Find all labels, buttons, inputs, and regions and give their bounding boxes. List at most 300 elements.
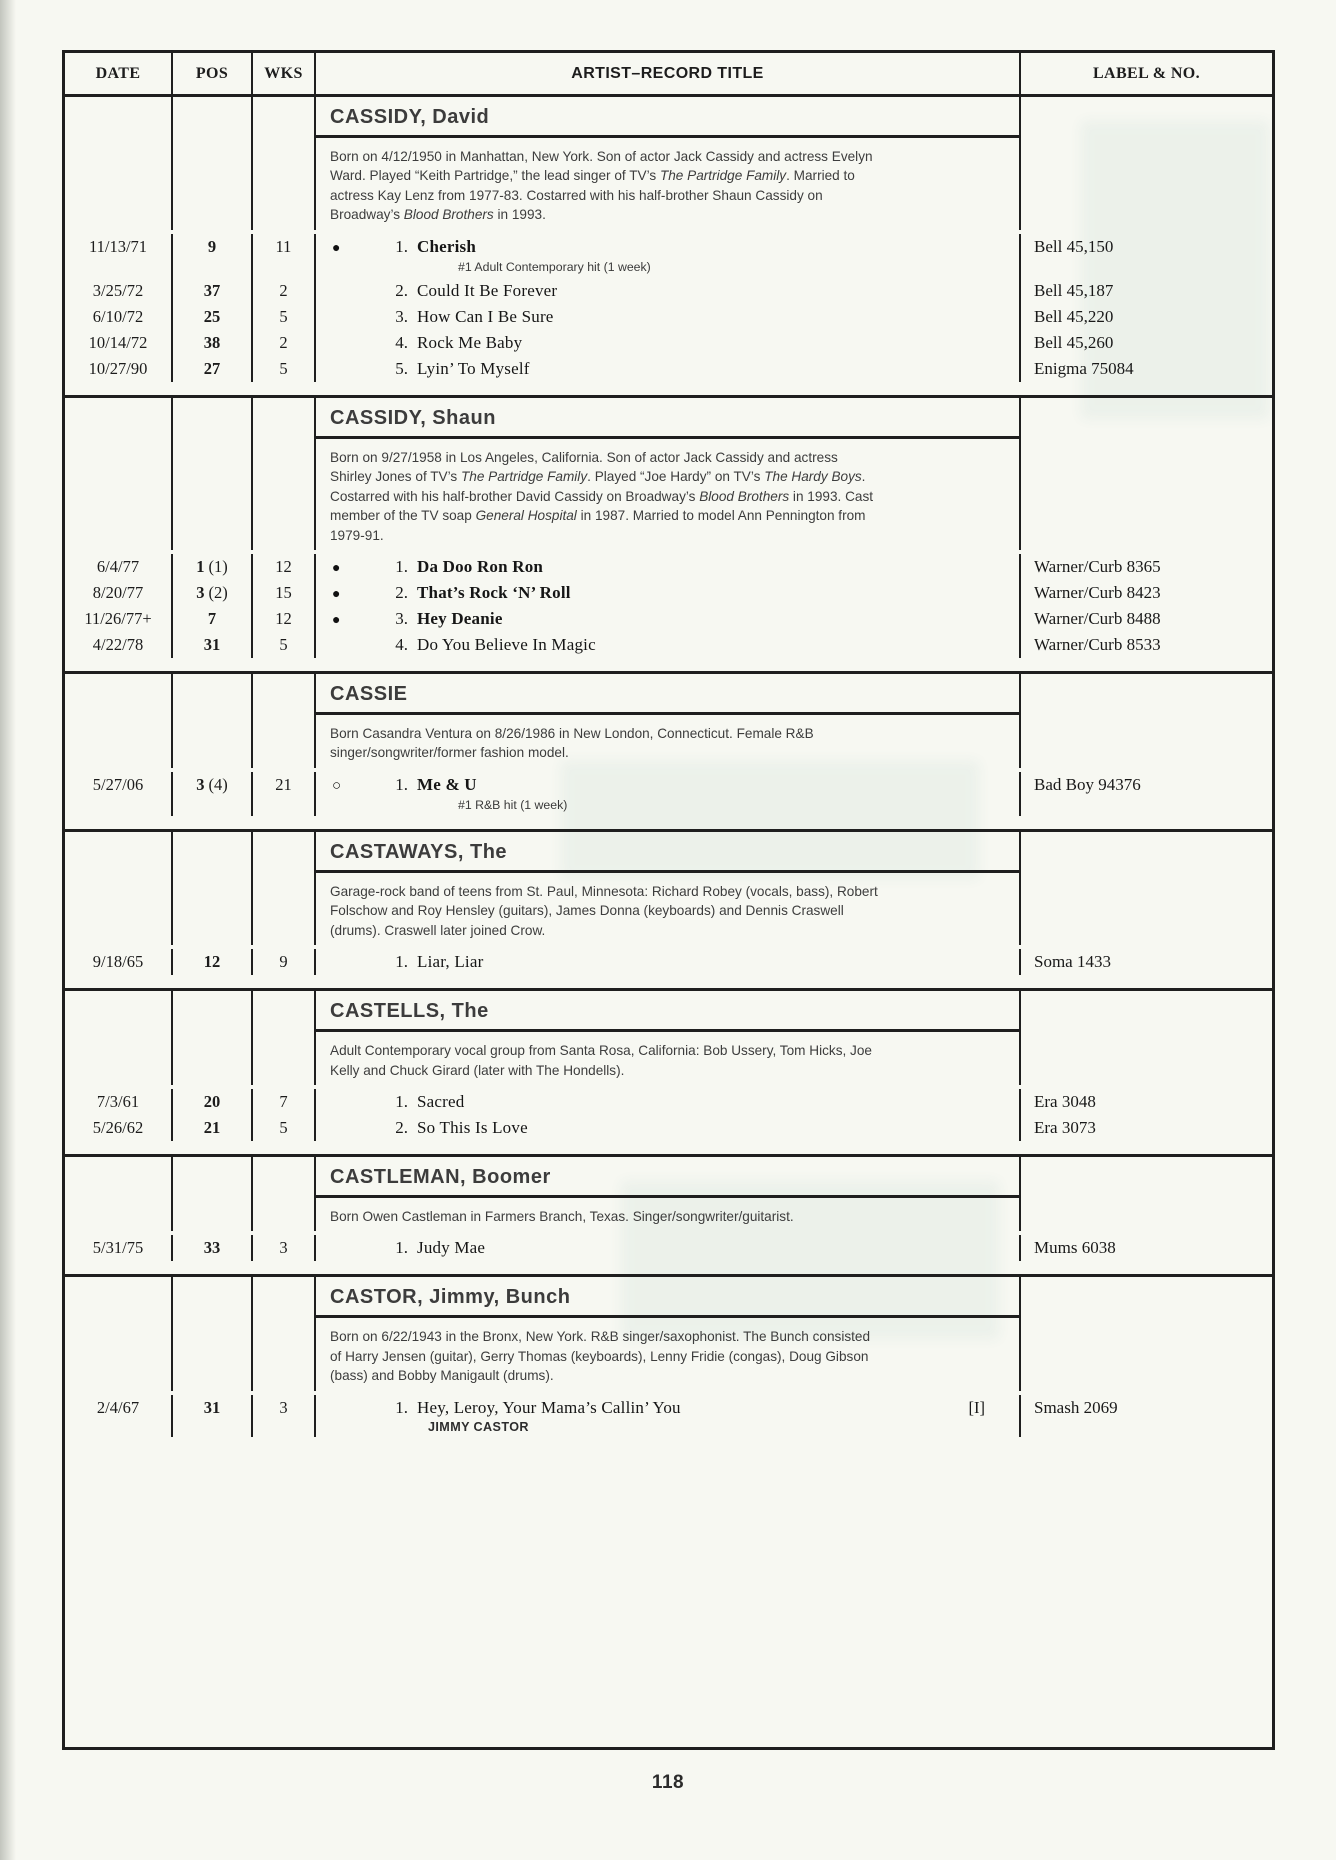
record-label: Enigma 75084 (1034, 358, 1134, 378)
song-credit: JIMMY CASTOR (428, 1419, 529, 1434)
pos-cell (173, 1089, 253, 1115)
song-row (65, 554, 1272, 580)
title-cell (316, 606, 1021, 632)
pos-cell (173, 1395, 253, 1437)
peak-position: 38 (203, 332, 221, 352)
pos-cell (173, 580, 253, 606)
date-cell (65, 138, 173, 230)
record-label: Warner/Curb 8488 (1034, 608, 1161, 628)
date-cell (65, 356, 173, 382)
weeks-charted: 9 (279, 952, 288, 972)
date-cell (65, 674, 173, 715)
date-cell (65, 330, 173, 356)
chart-date: 10/27/90 (88, 358, 148, 378)
wks-cell (253, 278, 316, 304)
song-row (65, 632, 1272, 658)
title-cell (316, 772, 1021, 816)
title-cell (316, 138, 1021, 230)
wks-cell (253, 991, 316, 1032)
date-cell (65, 1395, 173, 1437)
song-line (316, 609, 1019, 629)
date-cell (65, 1115, 173, 1141)
label-cell (1021, 439, 1272, 550)
title-cell (316, 1318, 1021, 1390)
song-line (316, 359, 1019, 379)
date-cell (65, 632, 173, 658)
song-title: Judy Mae (417, 1238, 486, 1258)
record-label: Smash 2069 (1034, 1397, 1118, 1417)
label-cell (1021, 1157, 1272, 1198)
chart-date: 4/22/78 (92, 634, 144, 654)
wks-cell (253, 1277, 316, 1318)
pos-cell (173, 1032, 253, 1085)
pos-cell (173, 234, 253, 278)
song-note: #1 R&B hit (1 week) (458, 797, 568, 812)
title-cell (316, 439, 1021, 550)
song-title: Rock Me Baby (417, 332, 523, 352)
title-cell (316, 304, 1021, 330)
pos-cell (173, 873, 253, 945)
weeks-charted: 5 (279, 358, 288, 378)
songs-list (65, 768, 1272, 829)
sections (65, 97, 1272, 1747)
song-line (316, 237, 1019, 257)
chart-date: 9/18/65 (92, 952, 144, 972)
date-cell (65, 991, 173, 1032)
bio-row (65, 439, 1272, 550)
artist-section (65, 1277, 1272, 1747)
label-cell (1021, 304, 1272, 330)
gold-record-icon: ● (332, 584, 341, 601)
column-header-date: DATE (65, 53, 173, 94)
record-label: Era 3073 (1034, 1118, 1096, 1137)
pos-cell (173, 330, 253, 356)
pos-cell (173, 1277, 253, 1318)
artist-section (65, 97, 1272, 398)
artist-name: CASTELLS, The (330, 1000, 489, 1023)
title-cell (316, 832, 1021, 873)
song-number: 3. (395, 608, 408, 628)
record-label: Era 3048 (1034, 1092, 1096, 1111)
label-cell (1021, 138, 1272, 230)
title-cell (316, 356, 1021, 382)
pos-cell (173, 1198, 253, 1231)
artist-row (65, 1277, 1272, 1318)
title-cell (316, 873, 1021, 945)
wks-cell (253, 949, 316, 975)
wks-cell (253, 772, 316, 816)
song-row (65, 234, 1272, 278)
title-cell (316, 580, 1021, 606)
column-header-label: LABEL & NO. (1092, 64, 1201, 82)
pos-cell (173, 674, 253, 715)
song-line (316, 583, 1019, 603)
wks-cell (253, 138, 316, 230)
chart-date: 5/26/62 (92, 1118, 144, 1137)
date-cell (65, 1277, 173, 1318)
song-line (316, 1092, 1019, 1112)
date-cell (65, 1318, 173, 1390)
artist-bio: Born on 6/22/1943 in the Bronx, New York. R&B singer/saxophonist. The Bunch consisted of Harry Jensen (guitar), Gerry Thomas (keyboards), Lenny Fridie (congas), Doug Gibson (bass) and Bobby Manigault (drums). (330, 1329, 871, 1384)
pos-cell (173, 832, 253, 873)
title-cell (316, 278, 1021, 304)
artist-section (65, 991, 1272, 1157)
peak-position: 3 (196, 582, 205, 602)
song-note: #1 Adult Contemporary hit (1 week) (458, 259, 651, 274)
artist-bio: Born Casandra Ventura on 8/26/1986 in New London, Connecticut. Female R&B singer/songwriter/former fashion model. (330, 725, 814, 761)
bio-row (65, 715, 1272, 768)
chart-date: 11/13/71 (88, 236, 148, 256)
song-row (65, 1089, 1272, 1115)
date-cell (65, 832, 173, 873)
pos-cell (173, 949, 253, 975)
wks-cell (253, 1198, 316, 1231)
song-title: How Can I Be Sure (417, 306, 554, 326)
songs-list (65, 945, 1272, 988)
song-title: Sacred (417, 1092, 465, 1111)
song-number: 2. (395, 1118, 408, 1137)
label-cell (1021, 674, 1272, 715)
title-cell (316, 1115, 1021, 1141)
artist-name: CASTAWAYS, The (330, 840, 508, 863)
label-cell (1021, 715, 1272, 768)
scan-edge-shadow (0, 0, 16, 1860)
column-header-wks: WKS (253, 53, 316, 94)
artist-row (65, 991, 1272, 1032)
date-cell (65, 234, 173, 278)
pos-cell (173, 138, 253, 230)
artist-section (65, 1157, 1272, 1277)
instrumental-marker: [I] (968, 1397, 985, 1417)
title-cell (316, 674, 1021, 715)
weeks-charted: 12 (275, 556, 292, 576)
songs-list (65, 550, 1272, 671)
date-cell (65, 398, 173, 439)
weeks-charted: 15 (275, 582, 292, 602)
song-line (316, 307, 1019, 327)
pos-cell (173, 439, 253, 550)
song-row (65, 278, 1272, 304)
record-label: Bell 45,260 (1034, 332, 1114, 352)
wks-cell (253, 356, 316, 382)
label-cell (1021, 1198, 1272, 1231)
song-row (65, 330, 1272, 356)
wks-cell (253, 398, 316, 439)
chart-date: 5/27/06 (92, 774, 144, 794)
artist-section (65, 674, 1272, 832)
gold-record-icon: ● (332, 238, 341, 255)
date-cell (65, 1235, 173, 1261)
weeks-charted: 12 (275, 608, 292, 628)
song-title: So This Is Love (417, 1118, 528, 1137)
wks-cell (253, 1318, 316, 1390)
date-cell (65, 1157, 173, 1198)
pos-cell (173, 606, 253, 632)
date-cell (65, 949, 173, 975)
pos-cell (173, 991, 253, 1032)
song-line (316, 952, 1019, 972)
songs-list (65, 1391, 1272, 1450)
label-cell (1021, 580, 1272, 606)
title-cell (316, 1395, 1021, 1437)
song-title: Cherish (417, 236, 477, 256)
record-label: Warner/Curb 8365 (1034, 556, 1161, 576)
column-header-title: ARTIST–RECORD TITLE (316, 53, 1021, 94)
peak-position: 31 (203, 1397, 221, 1417)
record-label: Bad Boy 94376 (1034, 774, 1141, 794)
date-cell (65, 554, 173, 580)
weeks-charted: 5 (279, 634, 288, 654)
label-cell (1021, 1235, 1272, 1261)
title-cell (316, 234, 1021, 278)
wks-cell (253, 1157, 316, 1198)
artist-name: CASTLEMAN, Boomer (330, 1166, 551, 1188)
artist-row (65, 1157, 1272, 1198)
song-row (65, 1395, 1272, 1437)
date-cell (65, 606, 173, 632)
platinum-record-icon: ○ (332, 776, 342, 794)
peak-position: 21 (203, 1118, 221, 1137)
artist-section (65, 832, 1272, 991)
bio-row (65, 138, 1272, 230)
label-cell (1021, 1089, 1272, 1115)
chart-date: 6/10/72 (92, 306, 144, 326)
wks-cell (253, 554, 316, 580)
song-number: 1. (395, 774, 408, 794)
label-cell (1021, 873, 1272, 945)
chart-date: 5/31/75 (92, 1238, 144, 1258)
artist-bio: Garage-rock band of teens from St. Paul, Minnesota: Richard Robey (vocals, bass), Robert Folschow and Roy Hensley (guitars), James Donna (keyboards) and Dennis Craswell (drums). Craswell later joined Crow. (330, 883, 878, 938)
record-label: Bell 45,150 (1034, 236, 1114, 256)
label-cell (1021, 398, 1272, 439)
gold-record-icon: ● (332, 610, 341, 627)
wks-cell (253, 304, 316, 330)
wks-cell (253, 832, 316, 873)
song-row (65, 1115, 1272, 1141)
wks-cell (253, 1395, 316, 1437)
weeks-charted: 3 (279, 1238, 288, 1258)
label-cell (1021, 949, 1272, 975)
song-number: 1. (395, 952, 408, 972)
song-number: 3. (395, 306, 408, 326)
artist-row (65, 97, 1272, 138)
wks-cell (253, 715, 316, 768)
peak-position: 7 (207, 608, 217, 628)
record-label: Mums 6038 (1034, 1238, 1116, 1258)
pos-cell (173, 356, 253, 382)
title-cell (316, 554, 1021, 580)
song-title: Hey, Leroy, Your Mama’s Callin’ You (417, 1397, 681, 1417)
artist-row (65, 398, 1272, 439)
pos-cell (173, 278, 253, 304)
date-cell (65, 1198, 173, 1231)
wks-cell (253, 580, 316, 606)
date-cell (65, 439, 173, 550)
song-number: 4. (395, 634, 408, 654)
song-line (316, 635, 1019, 655)
pos-cell (173, 1235, 253, 1261)
record-label: Warner/Curb 8423 (1034, 582, 1161, 602)
artist-bio: Born on 9/27/1958 in Los Angeles, California. Son of actor Jack Cassidy and actress Shirley Jones of TV’s The Partridge Family. Played “Joe Hardy” on TV’s The Hardy Boys. Costarred with his half-brother David Cassidy on Broadway’s Blood Brothers in 1993. Cast member of the TV soap General Hospital in 1987. Married to model Ann Pennington from 1979-91. (330, 449, 874, 543)
label-cell (1021, 330, 1272, 356)
wks-cell (253, 632, 316, 658)
title-cell (316, 97, 1021, 138)
song-number: 1. (395, 1397, 408, 1417)
date-cell (65, 715, 173, 768)
label-cell (1021, 356, 1272, 382)
artist-bio: Adult Contemporary vocal group from Santa Rosa, California: Bob Ussery, Tom Hicks, Joe Kelly and Chuck Girard (later with The Hondells). (330, 1043, 872, 1078)
wks-cell (253, 1032, 316, 1085)
wks-cell (253, 330, 316, 356)
song-line (316, 1118, 1019, 1138)
peak-position: 25 (203, 306, 221, 326)
label-cell (1021, 97, 1272, 138)
peak-position: 3 (196, 774, 205, 794)
label-cell (1021, 832, 1272, 873)
song-title: Da Doo Ron Ron (417, 556, 544, 576)
pos-cell (173, 1115, 253, 1141)
chart-date: 6/4/77 (96, 556, 140, 576)
title-cell (316, 991, 1021, 1032)
weeks-charted: 21 (275, 774, 292, 794)
song-number: 1. (395, 236, 408, 256)
wks-cell (253, 873, 316, 945)
wks-cell (253, 1115, 316, 1141)
date-cell (65, 304, 173, 330)
song-title: That’s Rock ‘N’ Roll (417, 582, 571, 602)
wks-cell (253, 439, 316, 550)
date-cell (65, 580, 173, 606)
label-cell (1021, 991, 1272, 1032)
page-number: 118 (651, 1772, 685, 1793)
song-number: 4. (395, 332, 408, 352)
peak-position: 12 (203, 952, 221, 972)
song-number: 1. (395, 1092, 408, 1111)
bio-row (65, 1318, 1272, 1390)
song-row (65, 949, 1272, 975)
date-cell (65, 278, 173, 304)
title-cell (316, 632, 1021, 658)
chart-date: 11/26/77+ (84, 608, 152, 628)
artist-section (65, 398, 1272, 674)
peak-position: 27 (203, 358, 221, 378)
song-row (65, 606, 1272, 632)
song-title: Lyin’ To Myself (417, 358, 530, 378)
title-cell (316, 1235, 1021, 1261)
label-cell (1021, 1032, 1272, 1085)
record-label: Warner/Curb 8533 (1034, 634, 1161, 654)
weeks-charted: 2 (279, 332, 288, 352)
chart-date: 8/20/77 (92, 582, 144, 602)
weeks-at-peak: (4) (208, 774, 228, 794)
weeks-charted: 11 (275, 236, 292, 256)
peak-position: 33 (203, 1238, 221, 1258)
artist-name: CASSIE (330, 682, 408, 705)
bio-row (65, 873, 1272, 945)
wks-cell (253, 97, 316, 138)
pos-cell (173, 554, 253, 580)
gold-record-icon: ● (332, 558, 341, 575)
songs-list (65, 230, 1272, 395)
date-cell (65, 873, 173, 945)
date-cell (65, 772, 173, 816)
song-title: Do You Believe In Magic (417, 634, 596, 654)
pos-cell (173, 1157, 253, 1198)
pos-cell (173, 715, 253, 768)
chart-date: 7/3/61 (96, 1092, 140, 1111)
label-cell (1021, 1115, 1272, 1141)
weeks-charted: 5 (279, 306, 288, 326)
title-cell (316, 1089, 1021, 1115)
song-row (65, 1235, 1272, 1261)
record-label: Bell 45,220 (1034, 306, 1114, 326)
date-cell (65, 97, 173, 138)
empty-space (65, 1450, 1272, 1705)
title-cell (316, 1277, 1021, 1318)
label-cell (1021, 772, 1272, 816)
record-label: Soma 1433 (1034, 952, 1111, 972)
label-cell (1021, 1395, 1272, 1437)
title-cell (316, 949, 1021, 975)
pos-cell (173, 1318, 253, 1390)
label-cell (1021, 1277, 1272, 1318)
wks-cell (253, 1235, 316, 1261)
peak-position: 1 (196, 556, 205, 576)
weeks-charted: 7 (279, 1092, 288, 1111)
song-line (316, 281, 1019, 301)
date-cell (65, 1032, 173, 1085)
weeks-charted: 3 (279, 1397, 288, 1417)
label-cell (1021, 554, 1272, 580)
pos-cell (173, 97, 253, 138)
label-cell (1021, 632, 1272, 658)
song-line (316, 557, 1019, 577)
song-line (316, 333, 1019, 353)
song-number: 2. (395, 280, 408, 300)
peak-position: 31 (203, 634, 221, 654)
chart-date: 10/14/72 (88, 332, 148, 352)
weeks-charted: 2 (279, 280, 288, 300)
chart-date: 3/25/72 (92, 280, 144, 300)
song-title: Liar, Liar (417, 952, 484, 972)
wks-cell (253, 234, 316, 278)
pos-cell (173, 632, 253, 658)
bio-row (65, 1198, 1272, 1231)
bio-row (65, 1032, 1272, 1085)
artist-bio: Born Owen Castleman in Farmers Branch, Texas. Singer/songwriter/guitarist. (330, 1209, 794, 1224)
chart-table (62, 50, 1275, 1750)
date-cell (65, 1089, 173, 1115)
title-cell (316, 1198, 1021, 1231)
wks-cell (253, 674, 316, 715)
artist-row (65, 832, 1272, 873)
song-row (65, 772, 1272, 816)
song-line (316, 1398, 1019, 1418)
column-header-pos: POS (173, 53, 253, 94)
artist-row (65, 674, 1272, 715)
pos-cell (173, 304, 253, 330)
song-row (65, 304, 1272, 330)
artist-bio: Born on 4/12/1950 in Manhattan, New York. Son of actor Jack Cassidy and actress Evelyn Ward. Played “Keith Partridge,” the lead singer of TV’s The Partridge Family. Married to actress Kay Lenz from 1977-83. Costarred with his half-brother Shaun Cassidy on Broadway’s Blood Brothers in 1993. (330, 149, 873, 223)
songs-list (65, 1085, 1272, 1154)
peak-position: 9 (207, 236, 217, 256)
artist-name: CASSIDY, Shaun (330, 406, 496, 429)
song-title: Hey Deanie (417, 608, 503, 628)
label-cell (1021, 278, 1272, 304)
song-line (316, 1238, 1019, 1258)
label-cell (1021, 606, 1272, 632)
title-cell (316, 330, 1021, 356)
